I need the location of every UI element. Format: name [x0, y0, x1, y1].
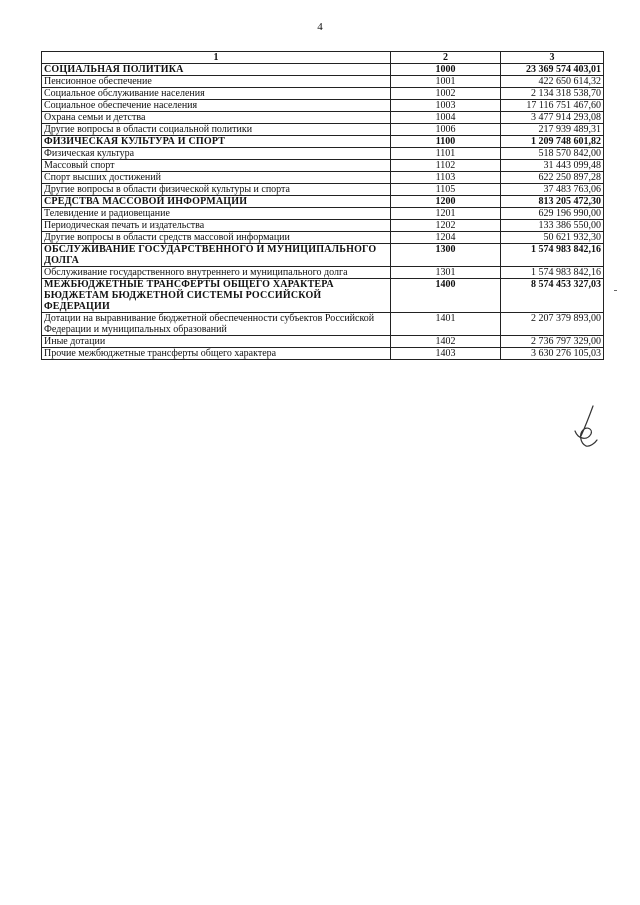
row-amount: 518 570 842,00 [501, 148, 604, 160]
table-row [42, 184, 604, 196]
row-amount: 1 574 983 842,16 [501, 244, 604, 267]
row-code: 1301 [391, 267, 501, 279]
row-amount: 422 650 614,32 [501, 76, 604, 88]
row-code: 1006 [391, 124, 501, 136]
table-section-row [42, 136, 604, 148]
row-name: Телевидение и радиовещание [42, 208, 391, 220]
row-code: 1204 [391, 232, 501, 244]
header-amount: 3 [501, 52, 604, 64]
row-name: Дотации на выравнивание бюджетной обеспеченности субъектов Российской Федерации и муниципальных образований [42, 313, 391, 336]
row-name: Охрана семьи и детства [42, 112, 391, 124]
table-row [42, 172, 604, 184]
row-code: 1200 [391, 196, 501, 208]
row-amount: 217 939 489,31 [501, 124, 604, 136]
table-row [42, 148, 604, 160]
row-name: Иные дотации [42, 336, 391, 348]
row-amount: 2 207 379 893,00 [501, 313, 604, 336]
budget-table [41, 51, 604, 360]
row-amount: 17 116 751 467,60 [501, 100, 604, 112]
table-row [42, 100, 604, 112]
signature-mark [566, 403, 600, 449]
row-code: 1001 [391, 76, 501, 88]
table-row [42, 267, 604, 279]
row-code: 1202 [391, 220, 501, 232]
row-code: 1100 [391, 136, 501, 148]
table-row [42, 348, 604, 360]
header-code: 2 [391, 52, 501, 64]
row-amount: 133 386 550,00 [501, 220, 604, 232]
row-name: Обслуживание государственного внутреннего и муниципального долга [42, 267, 391, 279]
table-body [42, 64, 604, 360]
table-row [42, 232, 604, 244]
table-row [42, 160, 604, 172]
row-amount: 8 574 453 327,03 [501, 279, 604, 313]
row-code: 1102 [391, 160, 501, 172]
row-code: 1401 [391, 313, 501, 336]
row-name: Другие вопросы в области социальной политики [42, 124, 391, 136]
row-amount: 50 621 932,30 [501, 232, 604, 244]
header-name: 1 [42, 52, 391, 64]
row-code: 1103 [391, 172, 501, 184]
row-amount: 1 209 748 601,82 [501, 136, 604, 148]
table-row [42, 88, 604, 100]
row-name: Спорт высших достижений [42, 172, 391, 184]
table-row [42, 313, 604, 336]
row-name: Пенсионное обеспечение [42, 76, 391, 88]
row-code: 1300 [391, 244, 501, 267]
table-row [42, 124, 604, 136]
table-row [42, 76, 604, 88]
row-name: Другие вопросы в области физической культуры и спорта [42, 184, 391, 196]
row-amount: 622 250 897,28 [501, 172, 604, 184]
row-code: 1003 [391, 100, 501, 112]
row-code: 1002 [391, 88, 501, 100]
table-row [42, 208, 604, 220]
row-amount: 2 736 797 329,00 [501, 336, 604, 348]
row-name: Прочие межбюджетные трансферты общего характера [42, 348, 391, 360]
row-name: СРЕДСТВА МАССОВОЙ ИНФОРМАЦИИ [42, 196, 391, 208]
row-code: 1101 [391, 148, 501, 160]
table-section-row [42, 64, 604, 76]
row-amount: 813 205 472,30 [501, 196, 604, 208]
row-code: 1004 [391, 112, 501, 124]
row-code: 1000 [391, 64, 501, 76]
row-code: 1105 [391, 184, 501, 196]
table-section-row [42, 196, 604, 208]
row-code: 1403 [391, 348, 501, 360]
row-name: Физическая культура [42, 148, 391, 160]
row-amount: 629 196 990,00 [501, 208, 604, 220]
row-amount: 31 443 099,48 [501, 160, 604, 172]
row-code: 1400 [391, 279, 501, 313]
row-amount: 3 630 276 105,03 [501, 348, 604, 360]
table-row [42, 220, 604, 232]
row-amount: 23 369 574 403,01 [501, 64, 604, 76]
row-name: Другие вопросы в области средств массовой информации [42, 232, 391, 244]
row-amount: 3 477 914 293,08 [501, 112, 604, 124]
row-code: 1402 [391, 336, 501, 348]
margin-mark [614, 290, 617, 291]
row-name: Социальное обслуживание населения [42, 88, 391, 100]
page-number: 4 [317, 21, 323, 33]
row-amount: 37 483 763,06 [501, 184, 604, 196]
table-row [42, 336, 604, 348]
table-header-row [42, 52, 604, 64]
row-name: Массовый спорт [42, 160, 391, 172]
row-code: 1201 [391, 208, 501, 220]
row-name: ОБСЛУЖИВАНИЕ ГОСУДАРСТВЕННОГО И МУНИЦИПАЛЬНОГО ДОЛГА [42, 244, 391, 267]
row-name: ФИЗИЧЕСКАЯ КУЛЬТУРА И СПОРТ [42, 136, 391, 148]
row-amount: 1 574 983 842,16 [501, 267, 604, 279]
row-name: Социальное обеспечение населения [42, 100, 391, 112]
table-section-row [42, 279, 604, 313]
table-row [42, 112, 604, 124]
row-name: Периодическая печать и издательства [42, 220, 391, 232]
row-name: МЕЖБЮДЖЕТНЫЕ ТРАНСФЕРТЫ ОБЩЕГО ХАРАКТЕРА БЮДЖЕТАМ БЮДЖЕТНОЙ СИСТЕМЫ РОССИЙСКОЙ ФЕДЕРАЦИИ [42, 279, 391, 313]
table-section-row [42, 244, 604, 267]
row-amount: 2 134 318 538,70 [501, 88, 604, 100]
row-name: СОЦИАЛЬНАЯ ПОЛИТИКА [42, 64, 391, 76]
